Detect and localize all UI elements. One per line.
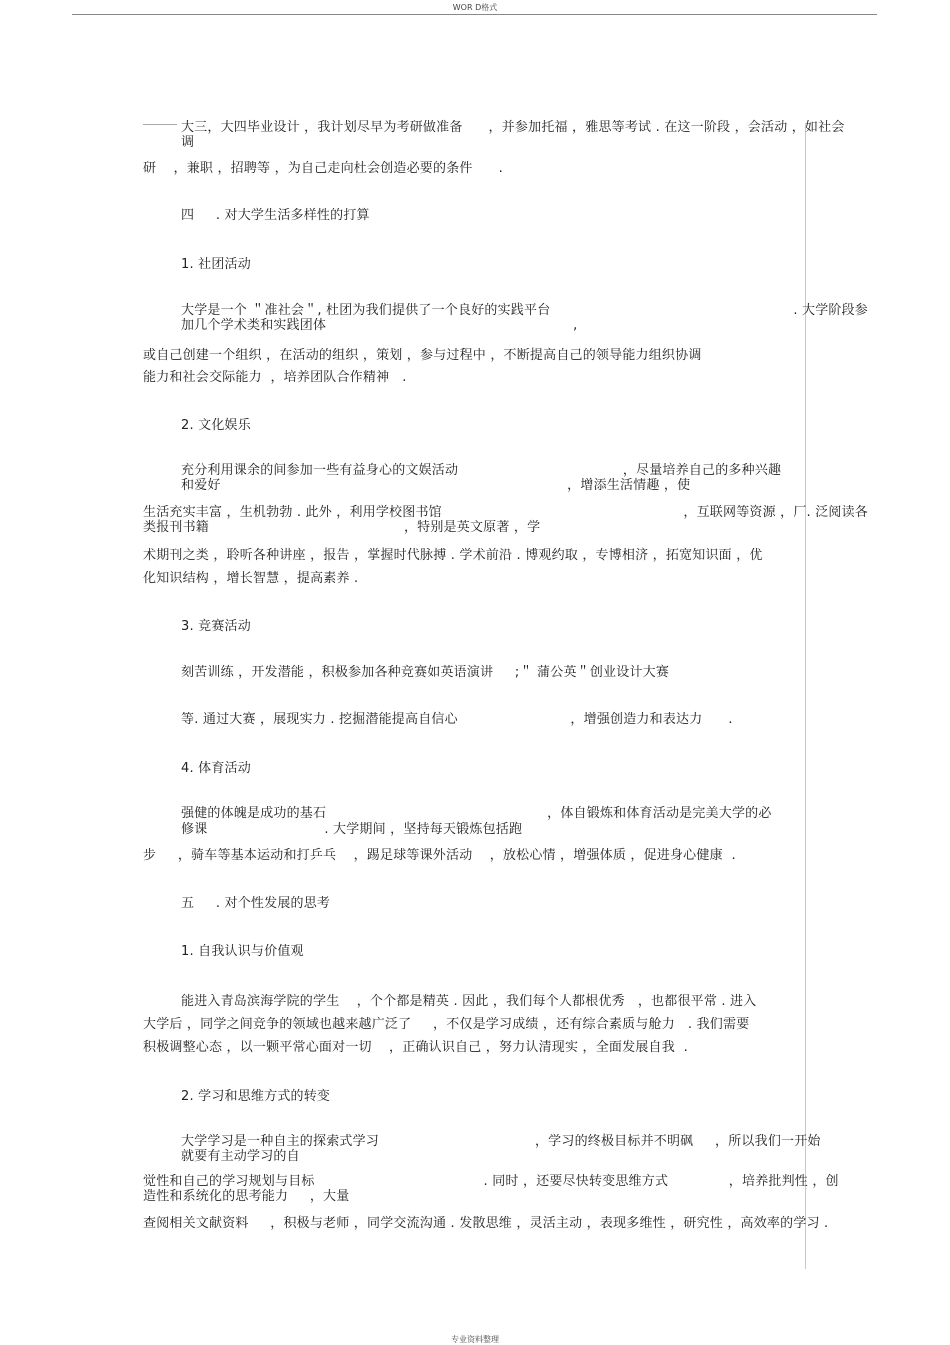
- body-line: 大学是一个 ＂准社会＂, 杜团为我们提供了一个良好的实践平台: [181, 303, 551, 318]
- body-line: 术期刊之类 ，聆听各种讲座 ，报告 ，掌握时代脉搏 . 学术前沿 . 博观约取 ，专博相济 ，拓宽知识面 ，优: [143, 548, 763, 563]
- body-line: 大学学习是一种自主的探索式学习 ，学习的终极目标并不明砜 ，所以我们一开始: [181, 1134, 821, 1149]
- body-line: 调: [181, 135, 195, 150]
- subsection-heading: 1. 社团活动: [181, 257, 251, 272]
- body-line-right: . 大学阶段参: [793, 303, 868, 318]
- subsection-heading: 3. 竞赛活动: [181, 619, 251, 634]
- right-margin-rule: [805, 124, 806, 1269]
- body-line-right: ，互联网等资源 ，厂. 泛阅读各: [683, 505, 868, 520]
- body-line: 生活充实丰富 ，生机勃勃 . 此外 ，利用学校图书馆: [143, 505, 442, 520]
- body-line: 积极调整心态 ，以一颗平常心面对一切 ，正确认识自己 ，努力认清现实 ，全面发展自我 .: [143, 1040, 688, 1055]
- page-header: WOR D格式: [452, 3, 498, 12]
- body-line: 修课 . 大学期间 ，坚持每天锻炼包括跑: [181, 822, 523, 837]
- body-line: 大三，大四毕业设计 ，我计划尽早为考研做准备 ，并参加托福 ，雅思等考试 . 在这一阶段 ，会活动 ，如社会: [181, 120, 845, 135]
- body-line: 步 ，骑车等基本运动和打乒乓 ，踢足球等课外活动 ，放松心情 ，增强体质 ，促进身心健康 .: [143, 848, 736, 863]
- page-footer: 专业资料整理: [451, 1335, 499, 1344]
- subsection-heading: 4. 体育活动: [181, 761, 251, 776]
- body-line: 或自己创建一个组织 ，在活动的组织 ，策划 ，参与过程中 ，不断提高自己的领导能力组织协调: [143, 348, 702, 363]
- body-line: 觉性和自己的学习规划与目标 . 同时 ，还要尽快转变思维方式 ，培养批判性 ，创: [143, 1174, 839, 1189]
- body-line: 大学后 ，同学之间竞争的领域也越来越广泛了 ，不仅是学习成绩 ，还有综合素质与舱力 . 我们需要: [143, 1017, 750, 1032]
- subsection-heading: 2. 学习和思维方式的转变: [181, 1089, 331, 1104]
- body-line: 就要有主动学习的自: [181, 1149, 300, 1164]
- body-line: 查阅相关文献资料 ，积极与老师 ，同学交流沟通 . 发散思维 ，灵活主动 ，表现多维性 ，研究性 ，高效率的学习 .: [143, 1216, 829, 1231]
- subsection-heading: 1. 自我认识与价值观: [181, 944, 304, 959]
- header-rule: [72, 14, 877, 15]
- body-line: 强健的体魄是成功的基石 ，体自锻炼和体育活动是完美大学的必: [181, 806, 772, 821]
- body-line: 类报刊书籍 ，特别是英文原著 ，学: [143, 520, 541, 535]
- section-heading: 五 . 对个性发展的思考: [181, 896, 331, 911]
- section-heading: 四 . 对大学生活多样性的打算: [181, 208, 370, 223]
- body-line: 加几个学术类和实践团体 ,: [181, 318, 578, 333]
- body-line: 等. 通过大赛 ，展现实力 . 挖掘潜能提高自信心 ，增强创造力和表达力 .: [181, 712, 733, 727]
- body-line: 能进入青岛滨海学院的学生 ，个个都是精英 . 因此 ，我们每个人都根优秀 ，也都很平常 . 进入: [181, 994, 757, 1009]
- body-line: 刻苦训练 ，开发潜能 ，积极参加各种竞赛如英语演讲 ;＂ 蒲公英＂创业设计大赛: [181, 665, 670, 680]
- body-line: 造性和系统化的思考能力 ，大量: [143, 1189, 350, 1204]
- body-line: 能力和社会交际能力 ，培养团队合作精神 .: [143, 370, 407, 385]
- body-line: 研 ，兼职 ，招聘等 ，为自己走向杜会创造必要的条件 .: [143, 161, 503, 176]
- subsection-heading: 2. 文化娱乐: [181, 418, 251, 433]
- body-line: 充分利用课余的间参加一些有益身心的文娱活动 ，尽量培养自己的多种兴趣: [181, 463, 782, 478]
- top-tick-mark: [143, 124, 177, 125]
- body-line: 化知识结构 ，增长智慧 ，提高素养 .: [143, 571, 359, 586]
- body-line: 和爱好 ，增添生活情趣 ，使: [181, 478, 691, 493]
